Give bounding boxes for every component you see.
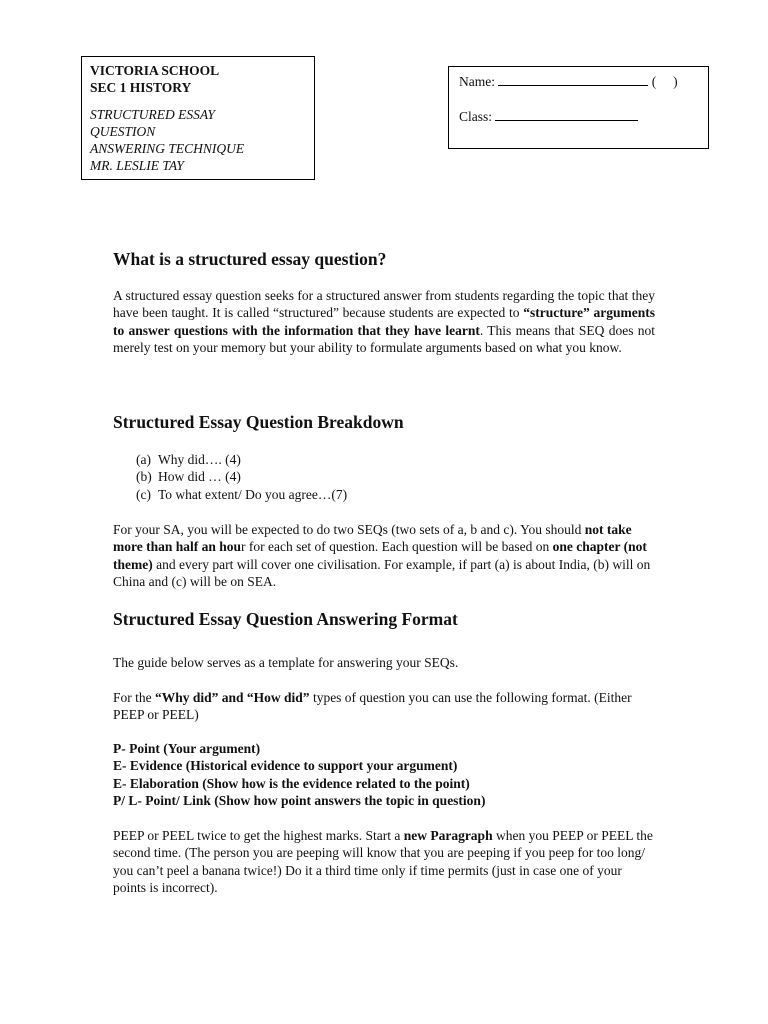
list-item xyxy=(136,468,347,485)
peel-point: P- Point (Your argument) xyxy=(113,741,261,756)
topic-line-3: ANSWERING TECHNIQUE xyxy=(90,141,245,156)
list-item xyxy=(136,451,347,468)
section3-intro: The guide below serves as a template for answering your SEQs. xyxy=(113,655,459,670)
peel-evidence: E- Evidence (Historical evidence to support your argument) xyxy=(113,758,458,774)
list-marker: (b) xyxy=(136,469,152,485)
text-run: A structured essay question seeks for a structured answer from students regarding the topic that they have been taught. It is called “structured” because students are expected to xyxy=(113,288,655,321)
text-run: types of question you can use the following format. (Either PEEP or PEEL) xyxy=(113,690,632,723)
class-label: Class: xyxy=(459,109,493,124)
topic-line-1: STRUCTURED ESSAY xyxy=(90,107,215,122)
author-line: MR. LESLIE TAY xyxy=(90,158,184,173)
school-name: VICTORIA SCHOOL xyxy=(90,63,220,78)
section3-closing-paragraph xyxy=(113,827,655,896)
list-item xyxy=(136,486,347,503)
register-number-paren: ( ) xyxy=(651,74,678,89)
text-run: For your SA, you will be expected to do two SEQs (two sets of a, b and c). You should xyxy=(113,522,585,537)
name-row xyxy=(459,73,698,90)
section-heading-what-is-seq: What is a structured essay question? xyxy=(113,249,387,269)
list-marker: (a) xyxy=(136,452,151,467)
section-heading-answering-format: Structured Essay Question Answering Format xyxy=(113,609,458,629)
student-info-box xyxy=(448,66,709,149)
text-run: and every part will cover one civilisation. For example, if part (a) is about India, (b) will on China and (c) will be on SEA. xyxy=(113,556,651,589)
list-marker: (c) xyxy=(136,486,151,502)
bold-text-run: new Paragraph xyxy=(403,828,493,843)
text-run: r for each set of question. Each question will be based on xyxy=(241,539,553,555)
section2-paragraph xyxy=(113,521,655,590)
list-item-text: How did … (4) xyxy=(158,469,241,485)
topic-line-2: QUESTION xyxy=(90,124,156,139)
bold-text-run: “Why did” and “How did” xyxy=(155,690,310,705)
class-row xyxy=(459,108,698,125)
list-item-text: Why did…. (4) xyxy=(158,452,241,467)
header-box xyxy=(81,56,315,180)
class-blank[interactable] xyxy=(495,108,638,121)
name-label: Name: xyxy=(459,74,495,89)
bold-text-run: “structure” arguments to answer questions with the information that they have learnt xyxy=(113,305,655,338)
list-item-text: To what extent/ Do you agree…(7) xyxy=(158,486,348,502)
subject-line: SEC 1 HISTORY xyxy=(90,80,192,95)
text-run: . This means that SEQ does not merely test on your memory but your ability to formulate arguments based on what you know. xyxy=(113,322,655,355)
section-heading-breakdown: Structured Essay Question Breakdown xyxy=(113,412,404,432)
section1-paragraph xyxy=(113,287,655,356)
bold-text-run: one chapter (not theme) xyxy=(113,539,647,572)
text-run: For the xyxy=(113,690,155,705)
peel-link: P/ L- Point/ Link (Show how point answers the topic in question) xyxy=(113,792,486,808)
section3-format-note xyxy=(113,689,655,724)
question-types-list xyxy=(136,451,347,503)
bold-text-run: not take more than half an hou xyxy=(113,522,632,555)
text-run: PEEP or PEEL twice to get the highest marks. Start a xyxy=(113,828,404,843)
name-blank[interactable] xyxy=(498,73,648,86)
peel-list xyxy=(113,740,655,809)
peel-elaboration: E- Elaboration (Show how is the evidence related to the point) xyxy=(113,775,470,791)
text-run: when you PEEP or PEEL the second time. (The person you are peeping will know that you are peeping if you peep for too long/ you can’t peel a banana twice!) Do it a third time only if time permits (just in case one of your points is incorrect). xyxy=(113,828,653,895)
